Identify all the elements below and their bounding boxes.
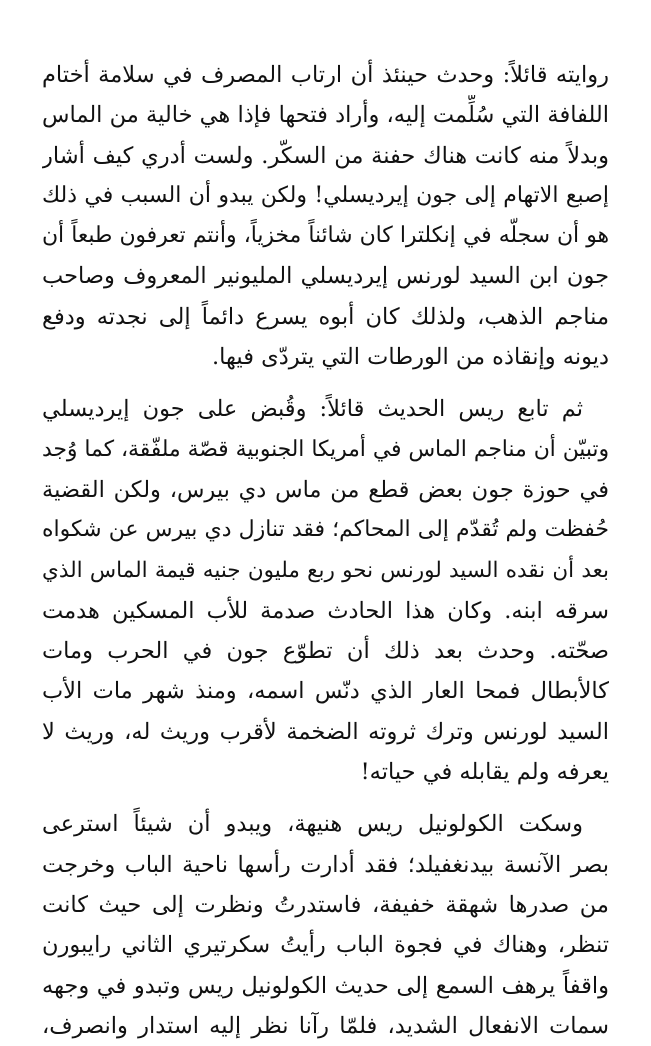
page-text xyxy=(42,55,609,1046)
text-line: روايته قائلاً: وحدث حينئذ أن ارتاب المصرف في سلامة أختام xyxy=(42,62,609,88)
text-line: سمات الانفعال الشديد، فلمّا رآنا نظر إليه استدار وانصرف، xyxy=(42,1012,609,1039)
text-line: بصر الآنسة بيدنغفيلد؛ فقد أدارت رأسها ناحية الباب وخرجت xyxy=(42,851,609,878)
text-line: ثم تابع ريس الحديث قائلاً: وقُبض على جون إيرديسلي xyxy=(42,396,583,423)
paragraph-gap xyxy=(42,377,609,389)
paragraph-gap xyxy=(42,792,609,804)
paragraph-2 xyxy=(42,389,609,792)
paragraph-3 xyxy=(42,804,609,1046)
text-line: مناجم الذهب، ولذلك كان أبوه يسرع دائماً إلى نجدته ودفع xyxy=(42,303,609,330)
text-line: وبدلاً منه كانت هناك حفنة من السكّر. ولست أدري كيف أشار xyxy=(42,142,609,169)
text-line: كالأبطال فمحا العار الذي دنّس اسمه، ومنذ شهر مات الأب xyxy=(42,678,609,705)
text-line: هو أن سجلّه في إنكلترا كان شائناً مخزياً، وأنتم تعرفون طبعاً أن xyxy=(42,223,609,249)
text-line: حُفظت ولم تُقدّم إلى المحاكم؛ فقد تنازل دي بيرس عن شكواه xyxy=(42,517,609,543)
text-line: سرقه ابنه. وكان هذا الحادث صدمة للأب المسكين هدمت xyxy=(42,597,609,624)
text-line: ديونه وإنقاذه من الورطات التي يتردّى فيها. xyxy=(212,344,609,371)
text-line: وسكت الكولونيل ريس هنيهة، ويبدو أن شيئاً استرعى xyxy=(42,811,583,838)
text-line: تنظر، وهناك في فجوة الباب رأيتُ سكرتيري الثاني رايبورن xyxy=(42,932,609,959)
text-line: من صدرها شهقة خفيفة، فاستدرتُ ونظرت إلى حيث كانت xyxy=(42,891,609,918)
text-line: جون ابن السيد لورنس إيرديسلي المليونير المعروف وصاحب xyxy=(42,263,609,290)
text-line: صحّته. وحدث بعد ذلك أن تطوّع جون في الحرب ومات xyxy=(42,638,609,665)
text-line: إصبع الاتهام إلى جون إيرديسلي! ولكن يبدو أن السبب في ذلك xyxy=(42,182,609,208)
text-line: وتبيّن أن مناجم الماس في أمريكا الجنوبية قصّة ملفّقة، كما وُجد xyxy=(42,436,609,462)
text-line: يعرفه ولم يقابله في حياته! xyxy=(360,759,609,786)
text-line: في حوزة جون بعض قطع من ماس دي بيرس، ولكن القضية xyxy=(42,476,609,503)
text-line: اللفافة التي سُلِّمت إليه، وأراد فتحها فإذا هي خالية من الماس xyxy=(42,102,609,129)
text-line: السيد لورنس وترك ثروته الضخمة لأقرب وريث له، وريث لا xyxy=(42,718,609,745)
text-line: بعد أن نقده السيد لورنس نحو ربع مليون جنيه قيمة الماس الذي xyxy=(42,557,609,583)
text-line: واقفاً يرهف السمع إلى حديث الكولونيل ريس وتبدو في وجهه xyxy=(42,972,609,999)
paragraph-1 xyxy=(42,55,609,377)
